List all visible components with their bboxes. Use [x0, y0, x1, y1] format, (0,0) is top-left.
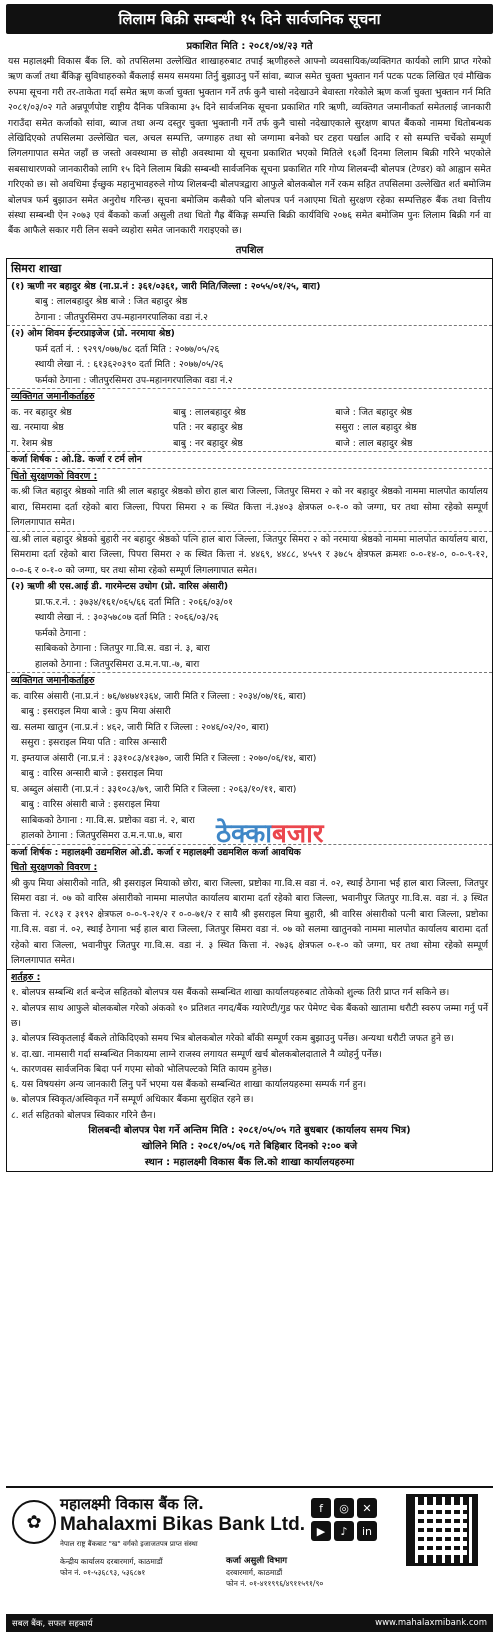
opening-date: खोलिने मिति : २०८१/०५/०६ गते बिहिबार दिनको २:०० बजे — [141, 1141, 358, 1153]
guarantor-relation: बाबु : नर बहादुर श्रेष्ठ — [173, 437, 243, 449]
central-office — [60, 1556, 163, 1578]
guarantor-line: घ. अब्दुल अंसारी (ना.प्र.नं : ३३१०८३/७९, जारी मिति र जिल्ला : २०६३/१०/११, बारा) — [11, 783, 297, 795]
loan-1-row: बाबु : लालबहादुर श्रेष्ठ बाजे : जित बहादुर श्रेष्ठ — [35, 296, 188, 308]
bank-logo-icon: ✿ — [12, 1500, 56, 1544]
website-link[interactable]: www.mahalaxmibank.com — [375, 1618, 487, 1628]
guarantor-relation: बाजे : जित बहादुर श्रेष्ठ — [335, 406, 413, 418]
guarantor-line: ग. इम्तयाज अंसारी (ना.प्र.नं : ३३१०८३/४१३७०, जारी मिति र जिल्ला : २०७०/०६/१४, बारा) — [11, 752, 317, 764]
guarantor-relation: बाजे : लाल बहादुर श्रेष्ठ — [335, 437, 413, 449]
loan-3-row: हालको ठेगाना : जितपुरसिमरा उ.म.न.पा.-७, बारा — [7, 657, 492, 674]
central-office-phone: फोन नं. ०१-५३६८९३, ५३६८७१ — [60, 1568, 146, 1577]
loan-2-row: फर्म दर्ता नं. : ९२९९/०७७/७८ दर्ता मिति : २०७७/०५/२६ — [35, 343, 220, 355]
term-item: ६. यस विषयसंग अन्य जानकारी लिनु पर्ने भएमा यस बैंकको सम्बन्धित शाखा कार्यालयहरुमा सम्पर्क गर्न हुन। — [11, 1079, 367, 1091]
bottom-bar — [6, 1614, 493, 1632]
guarantor-name: ख. नरमाया श्रेष्ठ — [11, 422, 64, 434]
collateral-item: ख.श्री लाल बहादुर श्रेष्ठको बुहारी नर बहादुर श्रेष्ठको पत्नि हाल बारा जिल्ला, जितपुर सिमरा २ को नरमाया श्रेष्ठको नाममा मालपोत कार्यालय बारा, सिमरामा दर्ता रहेको बारा जिल्ला, पिपरा सिमरा २ क स्थित कित्ता नं. ४४६९, ४४८८, ४५५९ र ३७८५ क्षेत्रफल क्रमशः ०-०-१४-०, ०-०-९-१२, ०-०-६ र ०-१-० को जग्गा, घर तथा सोमा रहेको सम्पूर्ण लिगलगापात समेत। — [11, 533, 488, 576]
term-item: ४. दा.खा. नामसारी गर्दा सम्बन्धित निकायमा लाग्ने राजस्व लगायत सम्पूर्ण खर्च बोलकबोलदाताले नै व्योहर्नु पर्नेछ। — [11, 1048, 382, 1060]
collateral-heading: धितो सुरक्षणको विवरण : — [11, 470, 98, 482]
term-item: ८. शर्त सहितको बोलपत्र स्विकार गरिने छैन। — [11, 1109, 156, 1121]
social-icons — [311, 1498, 377, 1541]
loan-3-row: फर्मको ठेगाना : — [35, 627, 87, 639]
watermark — [216, 814, 324, 850]
guarantor-relation: बाबु : लालबहादुर श्रेष्ठ — [173, 406, 246, 418]
collateral-item: क.श्री जित बहादुर श्रेष्ठको नाति श्री लाल बहादुर श्रेष्ठको छोरा हाल बारा जिल्ला, जितपुर सिमरा २ को नर बहादुर श्रेष्ठको नाममा मालपोत कार्यालय बारा, सिमरामा दर्ता रहेको बारा जिल्ला, पिपरा सिमरा २ क स्थित कित्ता नं.३४०३ क्षेत्रफल ०-१-० को जग्गा, घर तथा सोमा रहेको सम्पूर्ण लिगलगापात समेत। — [7, 484, 492, 532]
loan-1-row: ठेगाना : जीतपुरसिमरा उप-महानगरपालिका वडा नं.२ — [7, 310, 492, 327]
term-item: ३. बोलपत्र स्विकृतलाई बैंकले तोकिदिएको समय भित्र बोलकबोल गरेको बाँकी सम्पूर्ण रकम बुझाउनु पर्नेछ। अन्यथा धरौटी जफत हुने छ। — [11, 1033, 454, 1045]
recovery-office-title: कर्जा असुली विभाग — [226, 1556, 288, 1566]
watermark-part-b: बजार — [271, 819, 324, 849]
schedule-heading: तपशिल — [235, 244, 264, 256]
loan-type: कर्जा शिर्षक : ओ.डि. कर्जा र टर्म लोन — [7, 452, 492, 469]
instagram-icon[interactable]: ◎ — [334, 1498, 354, 1518]
term-item: १. बोलपत्र सम्बन्धि शर्त बन्देज सहितको बोलपत्र यस बैंकको सम्बन्धित शाखा कार्यालयहरुबाट तोकेको शुल्क तिरी प्राप्त गर्न सकिने छ। — [11, 987, 450, 999]
loan-3 — [7, 578, 492, 969]
branch-name: सिमरा शाखा — [7, 259, 492, 279]
guarantor-line: क. वारिस अंसारी (ना.प्र.नं : ७६/७४७४१३६४, जारी मिति र जिल्ला : २०३४/०७/१६, बारा) — [11, 690, 307, 702]
notice-title: लिलाम बिक्री सम्बन्धी १५ दिने सार्वजनिक सूचना — [6, 4, 493, 34]
guarantor-heading: व्यक्तिगत जमानीकर्ताहरु — [11, 675, 95, 687]
recovery-office — [226, 1556, 323, 1589]
loan-1 — [7, 279, 492, 327]
loan-3-head: (२) ऋणी श्री एस.आई डी. गारमेन्टस उधोग (प्रो. वारिस अंसारी) — [11, 581, 229, 593]
term-item: ५. कारणवस सार्वजनिक बिदा पर्न गएमा सोको भोलिपल्टको मिति कायम हुनेछ। — [11, 1063, 272, 1075]
guarantor-line: ख. सलमा खातुन (ना.प्र.नं : ४६२, जारी मिति र जिल्ला : २०४६/०२/२०, बारा) — [11, 721, 269, 733]
collateral-heading: धितो सुरक्षणको विवरण : — [11, 862, 98, 874]
recovery-office-address: दरबारमार्ग, काठमाडौं — [226, 1568, 283, 1577]
youtube-icon[interactable]: ▶ — [311, 1521, 331, 1541]
published-date: प्रकाशित मिति : २०८१/०४/२३ गते — [186, 41, 313, 52]
guarantor-line: बाबु : इसराइल मिया बाजे : कुप मिया अंसारी — [21, 706, 171, 718]
loan-3-row: स्थायी लेखा नं. : ३०३५७८०७ दर्ता मिति : २०६६/०३/२६ — [35, 612, 219, 624]
terms-heading: शर्तहरु : — [11, 971, 41, 983]
guarantor-heading: व्यक्तिगत जमानीकर्ताहरु — [11, 391, 95, 403]
guarantor-row — [7, 436, 492, 453]
facebook-icon[interactable]: f — [311, 1498, 331, 1518]
guarantor-row — [7, 405, 492, 421]
terms-section — [7, 969, 492, 1171]
slogan: सबल बैंक, सफल सहकार्य — [12, 1618, 93, 1629]
guarantor-relation: ससुरा : लाल बहादुर श्रेष्ठ — [335, 422, 417, 434]
bid-deadline: शिलबन्दी बोलपत्र पेश गर्ने अन्तिम मिति : २०८१/०५/०५ गते बुधबार (कार्यालय समय भित्र) — [88, 1125, 411, 1137]
guarantor-line: बाबु : वारिस अन्सारी बाजे : इसराइल मिया — [21, 768, 163, 780]
term-item: ७. बोलपत्र स्विकृत/अस्विकृत गर्ने सम्पूर्ण अधिकार बैंकमा सुरक्षित रहने छ। — [11, 1094, 254, 1106]
qr-code-icon — [406, 1494, 478, 1566]
loan-3-row: साबिकको ठेगाना : जितपुर गा.वि.स. वडा नं. ३, बारा — [35, 643, 210, 655]
recovery-office-phone: फोन नं. ०१-४११९९६/४९११५९१/९० — [226, 1579, 324, 1588]
central-office-title: केन्द्रीय कार्यालय दरबारमार्ग, काठमाडौं — [60, 1557, 163, 1566]
loan-2-row: फर्मको ठेगाना : जीतपुरसिमरा उप-महानगरपालिका वडा नं.२ — [7, 373, 492, 390]
loan-2 — [7, 326, 492, 578]
collateral-item: श्री कुप मिया अंसारीको नाति, श्री इसराइल मियाको छोरा, बारा जिल्ला, प्रष्टोका गा.वि.स वडा नं. ०२, स्थाई ठेगाना भई हाल बारा जिल्ला, जितपुर सिमरा वडा नं. ०७ को वारिस अंसारीको नाममा मालपोत कार्यालय बारामा दर्ता रहेको बारा जिल्ला, भवानीपुर जितपुर गा.वि.स. वडा नं. ३ स्थित कित्ता नं. २८१३ र ३१९२ क्षेत्रफल ०-०-९-२१/२ र ०-०-७१/२ र सायै श्री इसराइल मिया बुहारी, श्री वारिस अंसारीको पत्नी बारा जिल्ला, प्रष्टोका गा.वि.स. वडा नं. ०२, स्थाई ठेगाना भई हाल बारा जिल्ला, जितपुर सिमरा वडा नं. ०७ को सलमा खातुनको नाममा मालपोत कार्यालय बारामा दर्ता रहेको बारा जिल्ला, भवानीपुर जितपुर गा.वि.स. वडा नं. ३ स्थित कित्ता नं. २७३६ क्षेत्रफल ०-१-० को जग्गा, घर तथा सोमा रहेको सम्पूर्ण लिगलगापात समेत। — [11, 877, 488, 967]
guarantor-relation: पति : नर बहादुर श्रेष्ठ — [173, 422, 243, 434]
guarantor-line: बाबु : वारिस अंसारी बाजे : इसराइल मिया — [21, 799, 160, 811]
bank-name-english: Mahalaxmi Bikas Bank Ltd. — [60, 1514, 305, 1535]
x-icon[interactable]: ✕ — [357, 1498, 377, 1518]
linkedin-icon[interactable]: in — [357, 1521, 377, 1541]
guarantor-line: साबिकको ठेगाना : गा.वि.स. प्रष्टोका वडा नं. २, बारा — [21, 814, 195, 826]
guarantor-name: ग. रेशम श्रेष्ठ — [11, 437, 53, 449]
watermark-part-a: ठेक्का — [216, 819, 272, 849]
notice-page — [6, 4, 493, 1629]
bank-name-nepali: महालक्ष्मी विकास बैंक लि. — [60, 1495, 204, 1513]
notice-body: यस महालक्ष्मी विकास बैंक लि. को तपसिलमा उल्लेखित शाखाहरुबाट तपाई ऋणीहरुले आफ्नो व्यवसायिक/व्यक्तिगत कार्यको लागि प्राप्त गरेको ऋण कर्जा तथा बैंकिङ्ग सुविधाहरुको बैंकलाई समय समयमा तिर्नु बुझाउनु पर्ने सांवा, ब्याज समेत चुक्ता भुक्तान गर्न पटक पटक लिखित एवं मौखिक रुपमा सूचना गरी तर-ताकेता गर्दा समेत ऋण कर्जा चुक्ता भुक्तान गर्ने तर्फ कुनै चासो नदेखाउने बेवास्ता गरेकोले ऋण कर्जा चुक्ता भुक्तान गर्न मिति २०८१/०३/०२ गते अन्नपूर्णपोष्ट राष्ट्रीय दैनिक पत्रिकामा ३५ दिने सार्वजनिक सूचना प्रकाशित गरि ऋणी, व्यक्तिगत जमानीकर्ता समेतलाई जानकारी गराउँदा समेत कर्जाको सांवा, ब्याज तथा अन्य दस्तुर चुक्ता भुक्तानी गर्ने तर्फ कुनै चासो नदेखाएकाले सुरक्षण बापत बैंकको नाममा धितोबन्धक लेखिदिएको तपसिलमा उल्लेखित चल, अचल सम्पत्ति, जग्गाहरु तथा सो जग्गामा बनेको घर टहरा पर्खाल आदि र सो सम्पत्ति चर्चेको सम्पूर्ण लिगलगापात समेत जहाँ छ जस्तो अवस्थामा छ सोही अवस्थामा यो सूचना प्रकाशित भएको मितिले १६औं दिनमा लिलाम बिक्री गरिने भएकोले सबसाधारणको जानकारीको लागि १५ दिने लिलाम बिक्री सम्बन्धी सार्वजनिक सूचना प्रकाशित गरि गोप्य शिलबन्दी बोलपत्र (टेण्डर) को आह्वान समेत गरिएको छ। सो अवधिमा ईच्छुक महानुभावहरुले गोप्य शिलबन्दी बोलपत्रद्वारा आफुले बोलकबोल गर्ने रकम सहित तपसिलमा उल्लेखित शर्त बमोजिम बोलपत्र फर्म बुझाउन समेत अनुरोध गरिन्छ। सूचना बमोजिम कसैको पनि बोलपत्र पर्न नआएमा धितो सुरक्षण रहेका सम्पत्तिहरु बैंक तथा वित्तीय संस्था सम्बन्धी ऐन २०७३ एवं बैंकको कर्जा असुली तथा धितो गैह्र बैंकिङ्ग सम्पत्ति बिक्री कार्यविधि २०७६ समेत बमोजिम पुनः लिलाम बिक्री गर्न वा बैंक आफैले सकार गरी लिन सक्ने व्यहोरा समेत जानकारी गराइएको छ। — [8, 56, 491, 237]
guarantor-name: क. नर बहादुर श्रेष्ठ — [11, 406, 72, 418]
schedule-box — [6, 258, 493, 1172]
venue: स्थान : महालक्ष्मी विकास बैंक लि.को शाखा कार्यालयहरुमा — [144, 1157, 355, 1169]
bank-footer — [6, 1486, 493, 1614]
tiktok-icon[interactable]: ♪ — [334, 1521, 354, 1541]
guarantor-line: हालको ठेगाना : जितपुरसिमरा उ.म.न.पा.७, बारा — [7, 828, 492, 845]
loan-2-row: स्थायी लेखा नं. : ६१३६२०३९० दर्ता मिति : २०७७/०५/२६ — [35, 359, 224, 371]
term-item: २. बोलपत्र साथ आफुले बोलकबोल गरेको अंकको १० प्रतिशत नगद/बैंक ग्यारेण्टी/गुड फर पेमेण्ट चेक बैंकको खातामा धरौटी स्वरुप जम्मा गर्नु पर्ने छ। — [11, 1002, 488, 1029]
loan-2-head: (२) ओम शिवम ईन्टरप्राइजेज (प्रो. नरमाया श्रेष्ठ) — [11, 328, 175, 340]
loan-3-row: प्रा.फ.र.नं. : ३७३४/१६१/०६५/६६ दर्ता मिति : २०६६/०३/०१ — [35, 596, 233, 608]
loan-type: कर्जा शिर्षक : महालक्ष्मी उद्यमशिल ओ.डी. कर्जा र महालक्ष्मी उद्यमशिल कर्जा आवधिक — [11, 846, 301, 858]
guarantor-row — [7, 420, 492, 436]
guarantor-line: ससुरा : इसराइल मिया पति : वारिस अन्सारी — [21, 737, 167, 749]
bank-tagline: नेपाल राष्ट्र बैंकबाट "ख" वर्गको इजाजतपत्र प्राप्त संस्था — [60, 1540, 198, 1548]
loan-1-head: (१) ऋणी नर बहादुर श्रेष्ठ (ना.प्र.नं : ३६१/०३६१, जारी मिति/जिल्ला : २०५५/०१/२५, बारा) — [11, 280, 321, 292]
